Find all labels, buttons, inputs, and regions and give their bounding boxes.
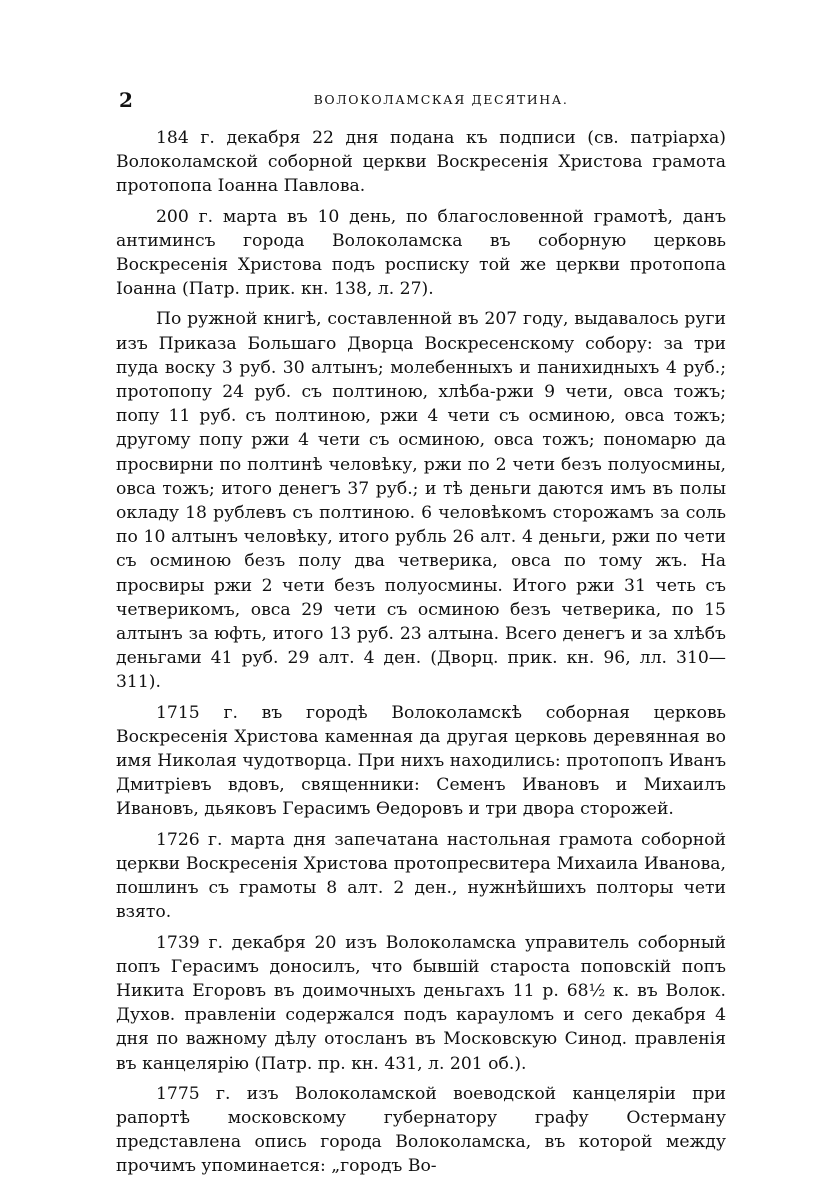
page-number: 2 xyxy=(119,88,133,112)
paragraph-3: По ружной книгѣ, составленной въ 207 году, выдавалось руги изъ Приказа Большаго Дворца Воскресенскому собору: за три пуда воску 3 руб. 30 алтынъ; молебенныхъ и панихидныхъ 4 руб.; протопопу 24 руб. съ полтиною, хлѣба-ржи 9 чети, овса тожъ; попу 11 руб. съ полтиною, ржи 4 чети съ осминою, овса тожъ; другому попу ржи 4 чети съ осминою, овса тожъ; пономарю да просвирни по полтинѣ человѣку, ржи по 2 чети безъ полуосмины, овса тожъ; итого денегъ 37 руб.; и тѣ деньги даются имъ въ полы окладу 18 рублевъ съ полтиною. 6 человѣкомъ сторожамъ за соль по 10 алтынъ человѣку, итого рубль 26 алт. 4 деньги, ржи по чети съ осминою безъ полу два четверика, овса по тому жъ. На просвиры ржи 2 чети безъ полуосмины. Итого ржи 31 четь съ четверикомъ, овса 29 чети съ осминою безъ четверика, по 15 алтынъ за юфть, итого 13 руб. 23 алтына. Всего денегъ и за хлѣбъ деньгами 41 руб. 29 алт. 4 ден. (Дворц. прик. кн. 96, лл. 310—311). xyxy=(116,309,726,693)
running-header xyxy=(116,86,726,116)
running-title: ВОЛОКОЛАМСКАЯ ДЕСЯТИНА. xyxy=(313,92,569,107)
paragraph-1: 184 г. декабря 22 дня подана къ подписи (св. патріарха) Волоколамской соборной церкви Воскресенія Христова грамота протопопа Іоанна Павлова. xyxy=(116,128,726,197)
paragraph-7: 1775 г. изъ Волоколамской воеводской канцеляріи при рапортѣ московскому губернатору графу Остерману представлена опись города Волоколамска, въ которой между прочимъ упоминается: „городъ Во- xyxy=(116,1083,726,1177)
paragraph-2: 200 г. марта въ 10 день, по благословенной грамотѣ, данъ антиминсъ города Волоколамска въ соборную церковь Воскресенія Христова подъ росписку той же церкви протопопа Іоанна (Патр. прик. кн. 138, л. 27). xyxy=(116,206,726,300)
paragraph-4: 1715 г. въ городѣ Волоколамскѣ соборная церковь Воскресенія Христова каменная да другая церковь деревянная во имя Николая чудотворца. При нихъ находились: протопопъ Иванъ Дмитріевъ вдовъ, священники: Семенъ Ивановъ и Михаилъ Ивановъ, дьяковъ Герасимъ Өедоровъ и три двора сторожей. xyxy=(116,702,726,820)
book-page xyxy=(116,86,726,1177)
body-text xyxy=(116,126,726,1179)
paragraph-6: 1739 г. декабря 20 изъ Волоколамска управитель соборный попъ Герасимъ доносилъ, что бывшій староста поповскій попъ Никита Егоровъ въ доимочныхъ деньгахъ 11 р. 68½ к. въ Волок. Духов. правленіи содержался подъ карауломъ и сего декабря 4 дня по важному дѣлу отосланъ въ Московскую Синод. правленія въ канцелярію (Патр. пр. кн. 431, л. 201 об.). xyxy=(116,932,726,1074)
paragraph-5: 1726 г. марта дня запечатана настольная грамота соборной церкви Воскресенія Христова протопресвитера Михаила Иванова, пошлинъ съ грамоты 8 алт. 2 ден., нужнѣйшихъ полторы чети взято. xyxy=(116,829,726,923)
